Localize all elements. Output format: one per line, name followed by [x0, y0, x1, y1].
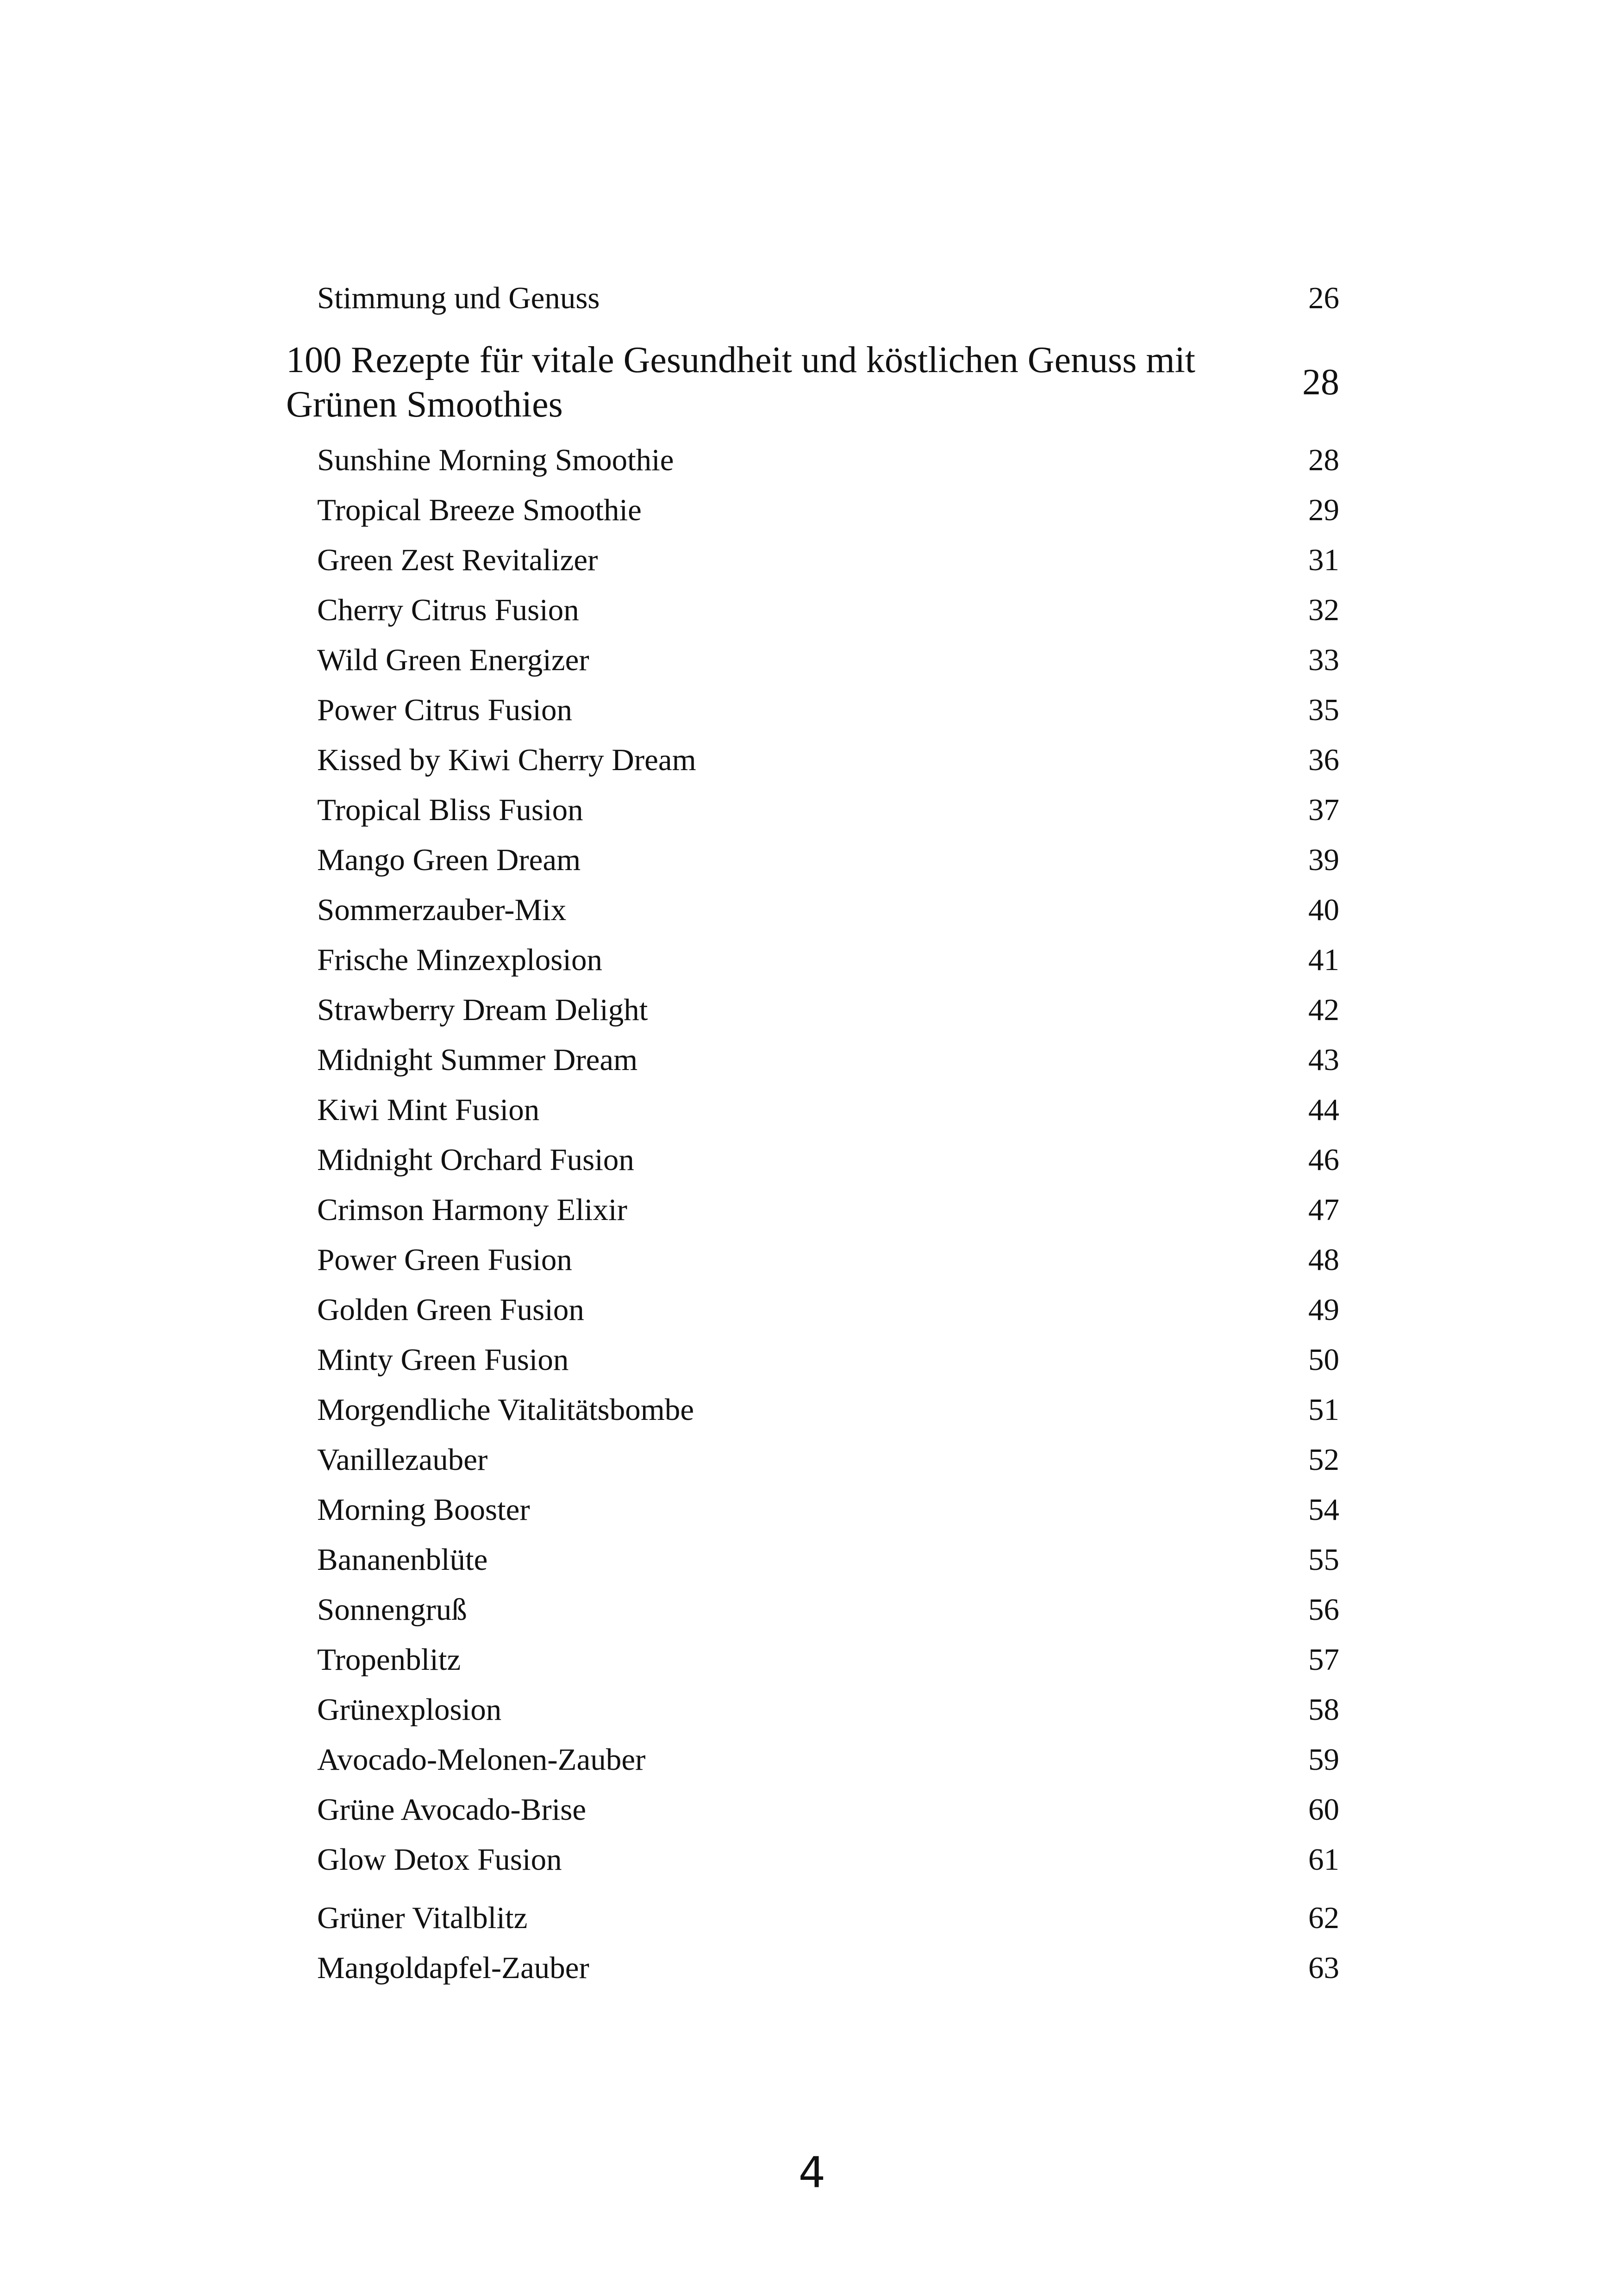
toc-entry-page: 50 — [1308, 1343, 1339, 1377]
toc-entry[interactable] — [286, 1735, 1339, 1785]
toc-entry[interactable] — [286, 1185, 1339, 1235]
table-of-contents — [286, 273, 1339, 1993]
toc-entry[interactable] — [286, 1235, 1339, 1285]
toc-entry-title: Wild Green Energizer — [317, 643, 589, 677]
toc-entry-page: 48 — [1308, 1243, 1339, 1277]
toc-entry-title: Stimmung und Genuss — [317, 281, 600, 315]
toc-entry-list — [286, 435, 1339, 1993]
toc-entry-page: 32 — [1308, 593, 1339, 627]
toc-entry-page: 37 — [1308, 793, 1339, 827]
toc-entry[interactable] — [286, 735, 1339, 785]
toc-entry[interactable] — [286, 1335, 1339, 1385]
toc-entry[interactable] — [286, 1485, 1339, 1535]
toc-entry-page: 28 — [1308, 443, 1339, 477]
toc-entry-title: Sonnengruß — [317, 1593, 467, 1627]
toc-entry[interactable] — [286, 835, 1339, 885]
toc-entry-page: 54 — [1308, 1493, 1339, 1527]
toc-entry[interactable] — [286, 485, 1339, 535]
toc-entry-title: Sunshine Morning Smoothie — [317, 443, 674, 477]
toc-entry-stimmung-und-genuss[interactable] — [286, 273, 1339, 323]
toc-entry[interactable] — [286, 685, 1339, 735]
toc-entry-title: Glow Detox Fusion — [317, 1842, 562, 1877]
toc-entry[interactable] — [286, 1685, 1339, 1735]
toc-entry[interactable] — [286, 1585, 1339, 1635]
toc-entry-title: Kiwi Mint Fusion — [317, 1093, 540, 1127]
toc-entry[interactable] — [286, 985, 1339, 1035]
toc-entry[interactable] — [286, 1435, 1339, 1485]
toc-entry[interactable] — [286, 1385, 1339, 1435]
toc-entry-title: Green Zest Revitalizer — [317, 543, 598, 577]
toc-entry-page: 51 — [1308, 1393, 1339, 1427]
toc-entry-title: Midnight Summer Dream — [317, 1043, 638, 1077]
toc-entry-title: Avocado-Melonen-Zauber — [317, 1742, 646, 1777]
toc-entry-page: 61 — [1308, 1842, 1339, 1877]
toc-entry[interactable] — [286, 785, 1339, 835]
toc-entry-page: 63 — [1308, 1951, 1339, 1985]
toc-entry[interactable] — [286, 1635, 1339, 1685]
toc-entry-page: 44 — [1308, 1093, 1339, 1127]
toc-entry[interactable] — [286, 885, 1339, 935]
toc-entry-page: 60 — [1308, 1792, 1339, 1827]
toc-entry-page: 39 — [1308, 843, 1339, 877]
toc-entry-title: Power Green Fusion — [317, 1243, 572, 1277]
toc-entry-title: Tropical Bliss Fusion — [317, 793, 583, 827]
toc-entry[interactable] — [286, 1835, 1339, 1885]
toc-entry-title: Mangoldapfel-Zauber — [317, 1951, 589, 1985]
toc-entry-page: 47 — [1308, 1193, 1339, 1227]
toc-entry-title: Tropenblitz — [317, 1643, 461, 1677]
toc-entry-title: Crimson Harmony Elixir — [317, 1193, 627, 1227]
toc-entry[interactable] — [286, 1035, 1339, 1085]
toc-entry-page: 33 — [1308, 643, 1339, 677]
toc-entry[interactable] — [286, 935, 1339, 985]
toc-entry-title: Grüner Vitalblitz — [317, 1901, 528, 1935]
toc-entry-title: Power Citrus Fusion — [317, 693, 572, 727]
toc-entry-page: 56 — [1308, 1593, 1339, 1627]
toc-chapter-heading[interactable] — [286, 338, 1339, 427]
toc-entry[interactable] — [286, 1535, 1339, 1585]
toc-entry-page: 55 — [1308, 1543, 1339, 1577]
toc-entry-title: Midnight Orchard Fusion — [317, 1143, 634, 1177]
toc-entry-page: 57 — [1308, 1643, 1339, 1677]
toc-entry[interactable] — [286, 1285, 1339, 1335]
toc-spacer — [286, 1885, 1339, 1893]
toc-entry-title: Morgendliche Vitalitätsbombe — [317, 1393, 694, 1427]
toc-entry[interactable] — [286, 435, 1339, 485]
toc-entry-page: 42 — [1308, 993, 1339, 1027]
toc-entry-page: 49 — [1308, 1293, 1339, 1327]
toc-entry-title: Minty Green Fusion — [317, 1343, 569, 1377]
page-number: 4 — [798, 2148, 826, 2197]
toc-entry-page: 31 — [1308, 543, 1339, 577]
toc-entry-page: 59 — [1308, 1742, 1339, 1777]
toc-entry-title: Bananenblüte — [317, 1543, 488, 1577]
toc-chapter-title: 100 Rezepte für vitale Gesundheit und köstlichen Genuss mit Grünen Smoothies — [286, 340, 1196, 425]
toc-entry-page: 62 — [1308, 1901, 1339, 1935]
toc-entry-title: Frische Minzexplosion — [317, 943, 602, 977]
toc-entry-title: Cherry Citrus Fusion — [317, 593, 579, 627]
toc-entry-page: 40 — [1308, 893, 1339, 927]
toc-entry-title: Kissed by Kiwi Cherry Dream — [317, 743, 696, 777]
toc-entry-title: Strawberry Dream Delight — [317, 993, 648, 1027]
toc-entry[interactable] — [286, 1785, 1339, 1835]
toc-entry[interactable] — [286, 1893, 1339, 1943]
toc-entry-title: Mango Green Dream — [317, 843, 581, 877]
toc-chapter-page: 28 — [1302, 362, 1339, 403]
toc-entry-title: Vanillezauber — [317, 1443, 488, 1477]
toc-entry-title: Sommerzauber-Mix — [317, 893, 567, 927]
toc-entry-page: 41 — [1308, 943, 1339, 977]
toc-entry-page: 29 — [1308, 493, 1339, 527]
toc-entry-page: 43 — [1308, 1043, 1339, 1077]
toc-entry-page: 35 — [1308, 693, 1339, 727]
toc-entry-page: 36 — [1308, 743, 1339, 777]
toc-entry[interactable] — [286, 585, 1339, 635]
toc-entry-title: Tropical Breeze Smoothie — [317, 493, 642, 527]
toc-entry-title: Morning Booster — [317, 1493, 530, 1527]
toc-entry[interactable] — [286, 1943, 1339, 1993]
toc-entry[interactable] — [286, 635, 1339, 685]
toc-entry-page: 26 — [1308, 281, 1339, 315]
toc-entry-page: 58 — [1308, 1692, 1339, 1727]
toc-entry[interactable] — [286, 1085, 1339, 1135]
toc-entry-title: Golden Green Fusion — [317, 1293, 584, 1327]
toc-entry[interactable] — [286, 1135, 1339, 1185]
toc-entry-title: Grüne Avocado-Brise — [317, 1792, 587, 1827]
toc-entry-page: 52 — [1308, 1443, 1339, 1477]
toc-entry-page: 46 — [1308, 1143, 1339, 1177]
toc-entry[interactable] — [286, 535, 1339, 585]
toc-entry-title: Grünexplosion — [317, 1692, 502, 1727]
